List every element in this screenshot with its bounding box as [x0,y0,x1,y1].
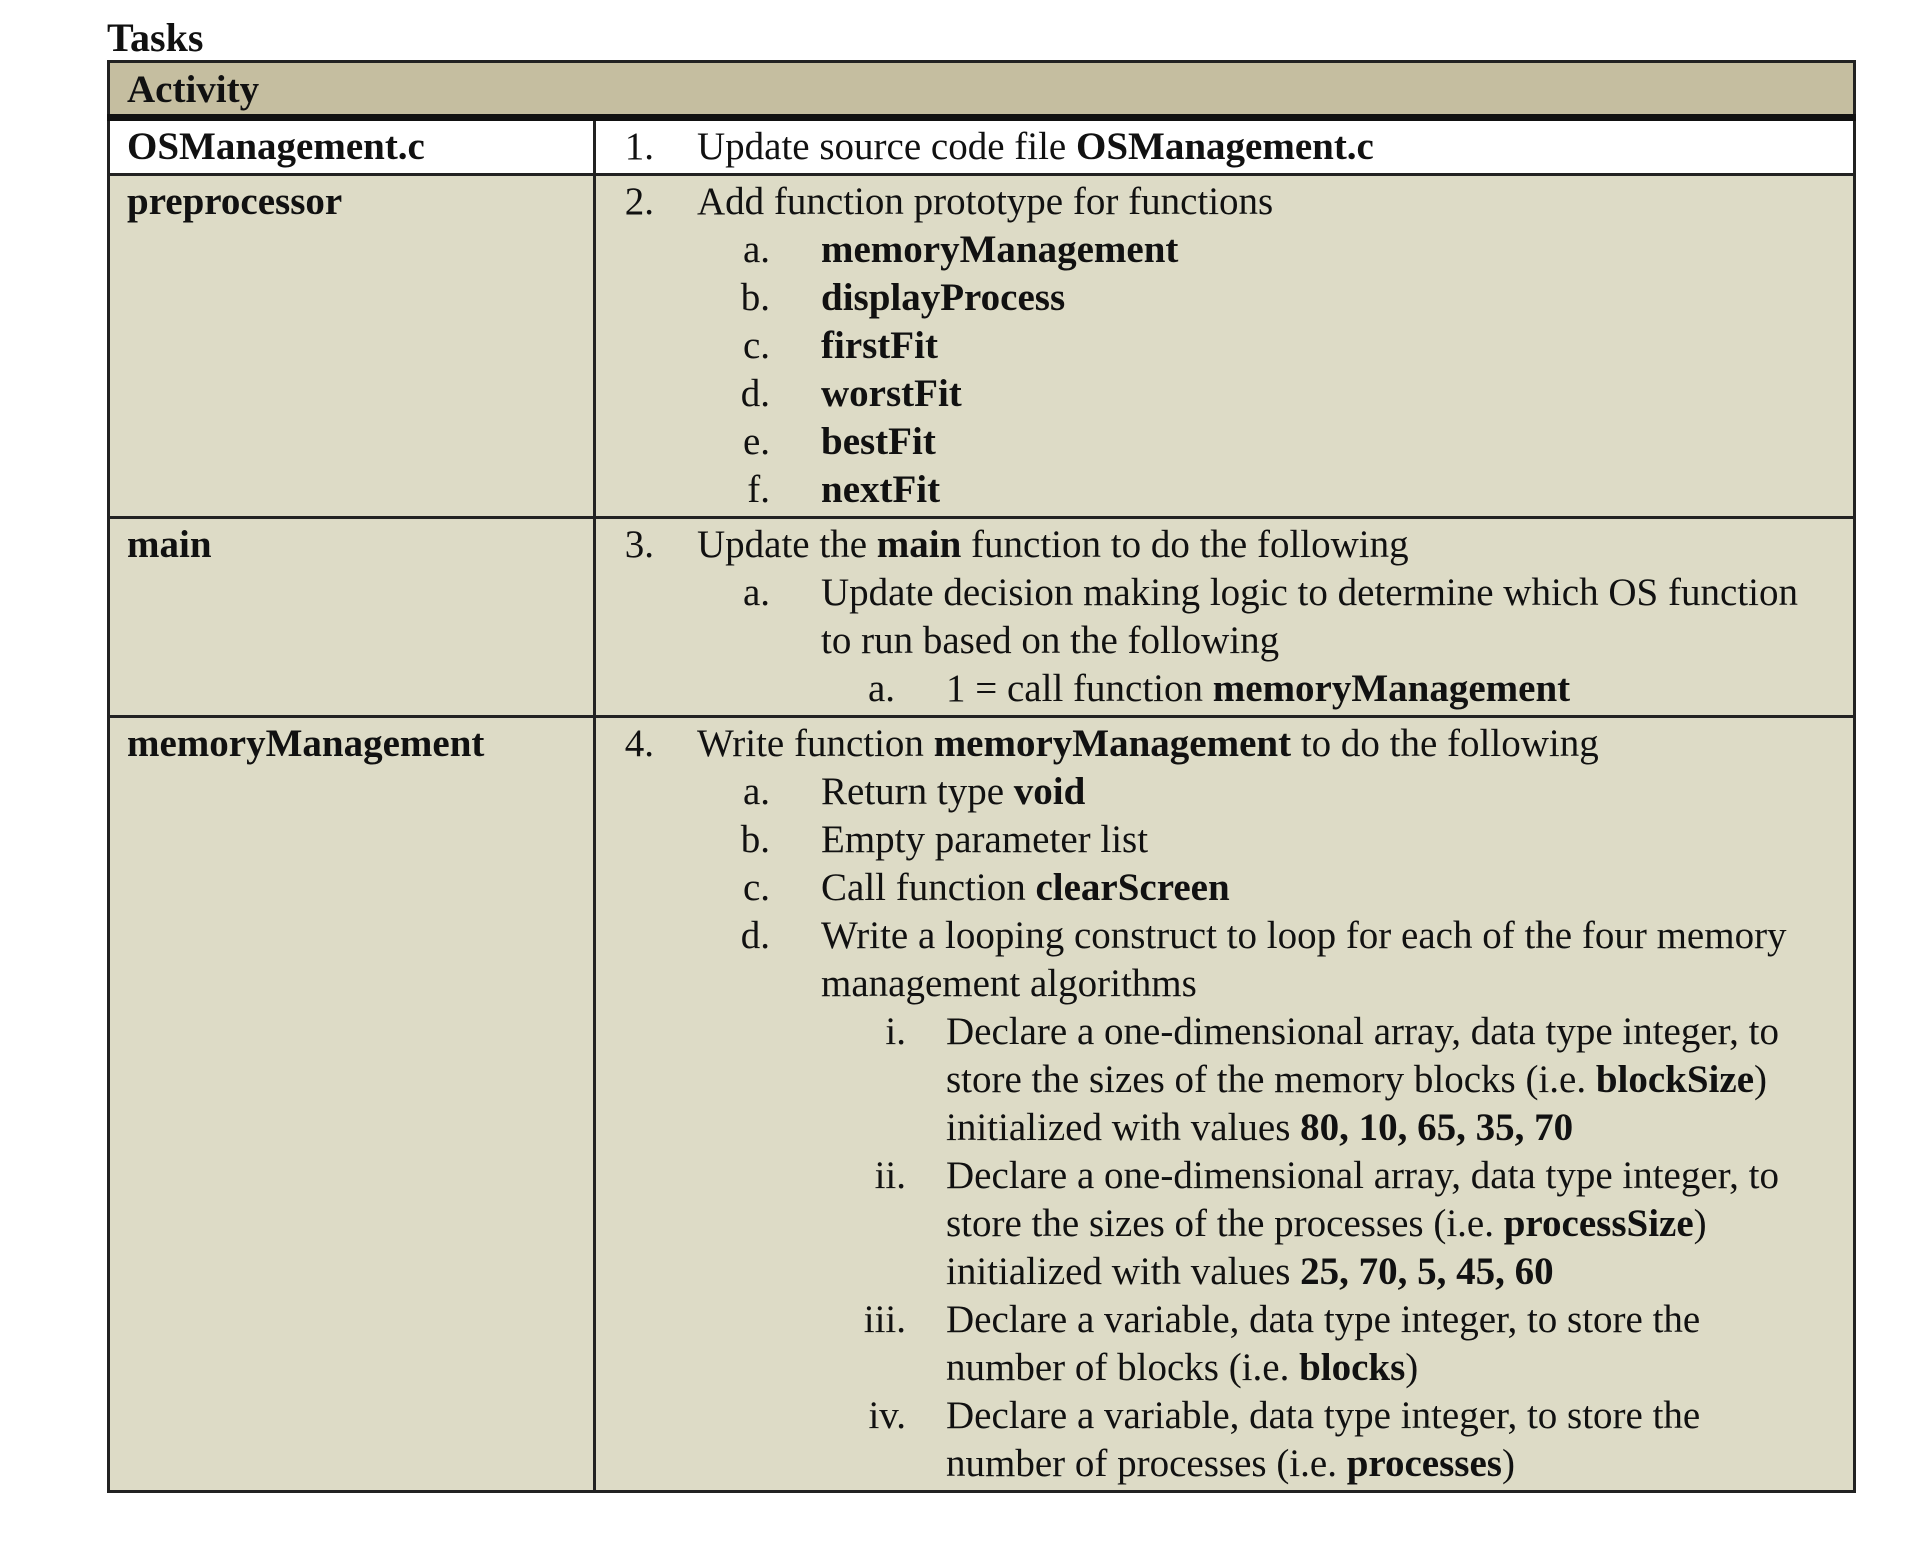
row-label: OSManagement.c [109,118,595,175]
task-text: to run based on the following [821,619,1280,662]
list-marker: 4. [624,722,654,765]
task-line [616,768,1833,816]
list-marker: iv. [868,1394,906,1437]
task-line [616,1296,1833,1344]
task-text: ) [1405,1346,1419,1389]
task-line [616,1104,1833,1152]
task-line [616,1008,1833,1056]
task-line [616,1392,1833,1440]
task-text: number of processes (i.e. [946,1442,1347,1485]
list-marker: b. [740,276,770,319]
bold-term: memoryManagement [1212,667,1571,710]
task-text: ) [1501,1442,1515,1485]
list-marker: iii. [863,1298,906,1341]
row-content [595,717,1855,1492]
page-heading: Tasks [107,15,204,60]
row-label: main [109,518,595,717]
task-text: Update decision making logic to determine which OS function [821,571,1798,614]
bold-term: memoryManagement [933,722,1292,765]
task-line [616,617,1833,665]
task-line [616,418,1833,466]
list-marker: 2. [624,180,654,223]
task-text: Update the [697,523,877,566]
task-line [616,1344,1833,1392]
task-text: Declare a variable, data type integer, to store the [946,1394,1701,1437]
bold-term: blockSize [1595,1058,1754,1101]
list-marker: ii. [874,1154,906,1197]
task-text: Call function [821,866,1036,909]
task-line [616,1200,1833,1248]
task-text: to do the following [1291,722,1599,765]
task-line [616,370,1833,418]
table-header-row [109,62,1855,118]
row-content [595,518,1855,717]
list-marker: f. [747,468,770,511]
bold-term: 25, 70, 5, 45, 60 [1300,1250,1554,1293]
bold-term: firstFit [821,324,938,367]
row-label: preprocessor [109,175,595,518]
task-text: store the sizes of the memory blocks (i.e. [946,1058,1596,1101]
list-marker: i. [885,1010,906,1053]
table-row [109,175,1855,518]
task-text: ) [1754,1058,1767,1101]
bold-term: 80, 10, 65, 35, 70 [1300,1106,1574,1149]
list-marker: d. [740,372,770,415]
task-line [616,720,1833,768]
table-row [109,118,1855,175]
task-line [616,864,1833,912]
task-text: Declare a one-dimensional array, data type integer, to [946,1010,1779,1053]
bold-term: memoryManagement [821,228,1179,271]
row-label: memoryManagement [109,717,595,1492]
task-text: initialized with values [946,1106,1301,1149]
task-line [616,1248,1833,1296]
bold-term: displayProcess [821,276,1066,319]
task-line [616,960,1833,1008]
bold-term: processes [1346,1442,1502,1485]
task-line [616,274,1833,322]
bold-term: processSize [1503,1202,1694,1245]
row-content [595,175,1855,518]
task-text: Declare a variable, data type integer, to store the [946,1298,1701,1341]
task-line [616,1440,1833,1488]
tasks-table [107,60,1856,1493]
row-content [595,118,1855,175]
task-text: initialized with values [946,1250,1301,1293]
bold-term: bestFit [821,420,936,463]
task-text: Write function [697,722,934,765]
bold-term: blocks [1299,1346,1406,1389]
task-line [616,1056,1833,1104]
task-text: Write a looping construct to loop for each of the four memory [821,914,1787,957]
list-marker: b. [740,818,770,861]
bold-term: main [876,523,962,566]
task-text: 1 = call function [946,667,1213,710]
task-line [616,178,1833,226]
task-text: function to do the following [961,523,1409,566]
bold-term: nextFit [821,468,941,511]
bold-term: clearScreen [1035,866,1230,909]
task-line [616,665,1833,713]
list-marker: e. [742,420,770,463]
list-marker: 1. [624,125,654,168]
task-line [616,912,1833,960]
task-text: ) [1693,1202,1707,1245]
list-marker: c. [742,866,770,909]
bold-term: worstFit [821,372,962,415]
list-marker: 3. [624,523,654,566]
list-marker: a. [867,667,895,710]
task-text: number of blocks (i.e. [946,1346,1300,1389]
task-text: store the sizes of the processes (i.e. [946,1202,1504,1245]
table-row [109,518,1855,717]
table-row [109,717,1855,1492]
bold-term: OSManagement.c [1076,125,1374,168]
list-marker: c. [742,324,770,367]
task-line [616,521,1833,569]
list-marker: a. [742,571,770,614]
task-line [616,466,1833,514]
list-marker: d. [740,914,770,957]
task-text: Empty parameter list [821,818,1149,861]
activity-header: Activity [109,62,1855,118]
task-text: Return type [821,770,1014,813]
task-text: management algorithms [821,962,1197,1005]
task-line [616,123,1833,171]
task-line [616,226,1833,274]
task-text: Update source code file [697,125,1076,168]
task-line [616,322,1833,370]
task-text: Add function prototype for functions [697,180,1274,223]
bold-term: void [1013,770,1086,813]
task-line [616,1152,1833,1200]
list-marker: a. [742,770,770,813]
task-line [616,569,1833,617]
list-marker: a. [742,228,770,271]
task-line [616,816,1833,864]
task-text: Declare a one-dimensional array, data type integer, to [946,1154,1779,1197]
